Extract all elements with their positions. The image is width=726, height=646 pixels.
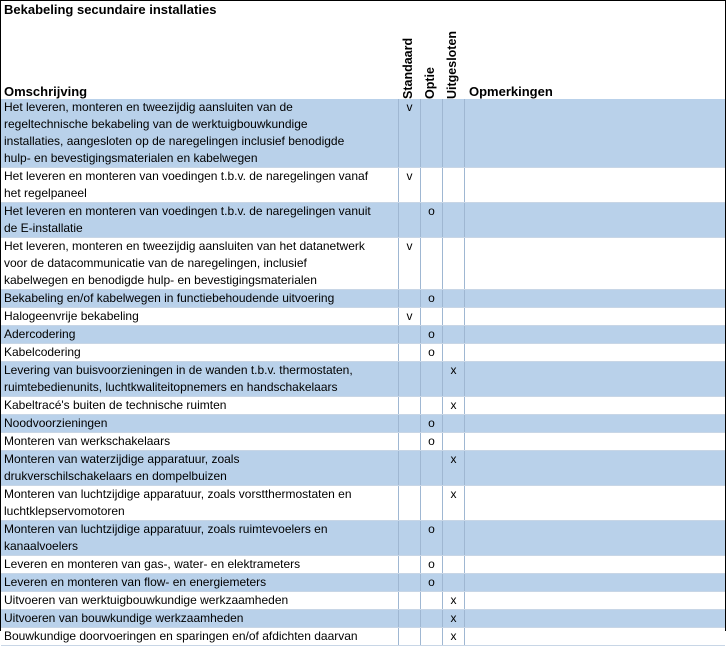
cell-uitgesloten[interactable] bbox=[442, 168, 464, 202]
cell-optie[interactable]: o bbox=[420, 556, 442, 573]
table-row bbox=[1, 556, 725, 574]
cell-standaard[interactable] bbox=[398, 592, 420, 609]
cell-opmerkingen[interactable] bbox=[464, 326, 725, 343]
table-body bbox=[1, 99, 725, 646]
cell-uitgesloten[interactable]: x bbox=[442, 397, 464, 414]
table-row bbox=[1, 290, 725, 308]
omschrijving-line: Het leveren, monteren en tweezijdig aansluiten van het datanetwerk bbox=[4, 239, 365, 253]
omschrijving-line: kanaalvoelers bbox=[4, 539, 79, 553]
cell-opmerkingen[interactable] bbox=[464, 433, 725, 450]
cell-omschrijving[interactable] bbox=[1, 521, 398, 555]
cell-optie[interactable]: o bbox=[420, 521, 442, 555]
cell-uitgesloten[interactable] bbox=[442, 415, 464, 432]
cell-omschrijving[interactable] bbox=[1, 290, 398, 307]
cell-opmerkingen[interactable] bbox=[464, 238, 725, 289]
table-row bbox=[1, 326, 725, 344]
cell-opmerkingen[interactable] bbox=[464, 451, 725, 485]
cell-omschrijving[interactable] bbox=[1, 362, 398, 396]
table-row bbox=[1, 521, 725, 556]
header-omschrijving: Omschrijving bbox=[4, 84, 88, 99]
cell-standaard[interactable] bbox=[398, 574, 420, 591]
cell-standaard[interactable]: v bbox=[398, 308, 420, 325]
cell-optie[interactable] bbox=[420, 451, 442, 485]
omschrijving-line: Leveren en monteren van flow- en energiemeters bbox=[4, 575, 267, 589]
table-row bbox=[1, 397, 725, 415]
cell-optie[interactable] bbox=[420, 308, 442, 325]
cell-uitgesloten[interactable]: x bbox=[442, 451, 464, 485]
cell-optie[interactable]: o bbox=[420, 290, 442, 307]
cell-omschrijving[interactable] bbox=[1, 556, 398, 573]
cell-standaard[interactable] bbox=[398, 415, 420, 432]
table-row bbox=[1, 238, 725, 290]
omschrijving-line: Adercodering bbox=[4, 327, 76, 341]
omschrijving-line: het regelpaneel bbox=[4, 186, 87, 200]
omschrijving-line: Noodvoorzieningen bbox=[4, 416, 108, 430]
cell-omschrijving[interactable] bbox=[1, 238, 398, 289]
table-row bbox=[1, 433, 725, 451]
cell-opmerkingen[interactable] bbox=[464, 203, 725, 237]
cell-standaard[interactable]: v bbox=[398, 238, 420, 289]
cell-omschrijving[interactable] bbox=[1, 99, 398, 167]
omschrijving-line: de E-installatie bbox=[4, 221, 83, 235]
cell-uitgesloten[interactable] bbox=[442, 433, 464, 450]
table-row bbox=[1, 574, 725, 592]
cell-omschrijving[interactable] bbox=[1, 326, 398, 343]
cell-opmerkingen[interactable] bbox=[464, 362, 725, 396]
cell-omschrijving[interactable] bbox=[1, 486, 398, 520]
cell-optie[interactable]: o bbox=[420, 203, 442, 237]
cell-omschrijving[interactable] bbox=[1, 433, 398, 450]
cell-optie[interactable]: o bbox=[420, 344, 442, 361]
cell-opmerkingen[interactable] bbox=[464, 521, 725, 555]
header-standaard bbox=[398, 19, 420, 99]
table-row bbox=[1, 592, 725, 610]
omschrijving-line: Uitvoeren van bouwkundige werkzaamheden bbox=[4, 611, 244, 625]
omschrijving-line: kabelwegen en benodigde hulp- en bevestigingsmaterialen bbox=[4, 273, 317, 287]
cell-optie[interactable] bbox=[420, 362, 442, 396]
omschrijving-line: Het leveren en monteren van voedingen t.b.v. de naregelingen vanaf bbox=[4, 169, 369, 183]
omschrijving-line: voor de datacommunicatie van de naregelingen, inclusief bbox=[4, 256, 307, 270]
omschrijving-line: Monteren van luchtzijdige apparatuur, zoals vorstthermostaten en bbox=[4, 487, 352, 501]
cell-omschrijving[interactable] bbox=[1, 344, 398, 361]
cell-optie[interactable] bbox=[420, 610, 442, 627]
cell-standaard[interactable] bbox=[398, 556, 420, 573]
table-row bbox=[1, 203, 725, 238]
cell-opmerkingen[interactable] bbox=[464, 415, 725, 432]
cell-omschrijving[interactable] bbox=[1, 451, 398, 485]
table-row bbox=[1, 362, 725, 397]
omschrijving-line: Halogeenvrije bekabeling bbox=[4, 309, 139, 323]
cell-uitgesloten[interactable] bbox=[442, 556, 464, 573]
table-row bbox=[1, 99, 725, 168]
table-row bbox=[1, 610, 725, 628]
omschrijving-line: luchtklepservomotoren bbox=[4, 504, 125, 518]
cell-optie[interactable]: o bbox=[420, 326, 442, 343]
cell-uitgesloten[interactable] bbox=[442, 238, 464, 289]
cell-uitgesloten[interactable] bbox=[442, 574, 464, 591]
omschrijving-line: Monteren van werkschakelaars bbox=[4, 434, 171, 448]
cell-standaard[interactable]: v bbox=[398, 168, 420, 202]
cell-omschrijving[interactable] bbox=[1, 308, 398, 325]
cell-optie[interactable] bbox=[420, 592, 442, 609]
header-opmerkingen: Opmerkingen bbox=[469, 84, 553, 99]
cell-uitgesloten[interactable]: x bbox=[442, 610, 464, 627]
omschrijving-line: Monteren van luchtzijdige apparatuur, zoals ruimtevoelers en bbox=[4, 522, 328, 536]
cell-opmerkingen[interactable] bbox=[464, 486, 725, 520]
cell-optie[interactable]: o bbox=[420, 574, 442, 591]
cell-standaard[interactable] bbox=[398, 486, 420, 520]
cell-standaard[interactable] bbox=[398, 397, 420, 414]
cell-uitgesloten[interactable] bbox=[442, 308, 464, 325]
cell-opmerkingen[interactable] bbox=[464, 344, 725, 361]
cell-omschrijving[interactable] bbox=[1, 610, 398, 627]
cell-uitgesloten[interactable] bbox=[442, 99, 464, 167]
cell-uitgesloten[interactable]: x bbox=[442, 362, 464, 396]
omschrijving-line: Levering van buisvoorzieningen in de wanden t.b.v. thermostaten, bbox=[4, 363, 353, 377]
cell-optie[interactable] bbox=[420, 99, 442, 167]
cell-opmerkingen[interactable] bbox=[464, 308, 725, 325]
cell-opmerkingen[interactable] bbox=[464, 574, 725, 591]
cell-omschrijving[interactable] bbox=[1, 415, 398, 432]
omschrijving-line: Het leveren, monteren en tweezijdig aansluiten van de bbox=[4, 100, 293, 114]
cell-uitgesloten[interactable] bbox=[442, 326, 464, 343]
cell-opmerkingen[interactable] bbox=[464, 99, 725, 167]
omschrijving-line: ruimtebedienunits, luchtkwaliteitopnemers en handschakelaars bbox=[4, 380, 338, 394]
cell-standaard[interactable] bbox=[398, 290, 420, 307]
omschrijving-line: Uitvoeren van werktuigbouwkundige werkzaamheden bbox=[4, 593, 289, 607]
header-uitgesloten bbox=[442, 19, 464, 99]
cell-opmerkingen[interactable] bbox=[464, 592, 725, 609]
cell-opmerkingen[interactable] bbox=[464, 610, 725, 627]
omschrijving-line: Kabelcodering bbox=[4, 345, 81, 359]
cell-uitgesloten[interactable] bbox=[442, 521, 464, 555]
table-row bbox=[1, 308, 725, 326]
cell-standaard[interactable]: v bbox=[398, 99, 420, 167]
omschrijving-line: drukverschilschakelaars en dompelbuizen bbox=[4, 469, 227, 483]
table-row bbox=[1, 344, 725, 362]
cell-standaard[interactable] bbox=[398, 433, 420, 450]
cell-optie[interactable]: o bbox=[420, 433, 442, 450]
omschrijving-line: hulp- en bevestigingsmaterialen en kabelwegen bbox=[4, 151, 258, 165]
cell-uitgesloten[interactable] bbox=[442, 344, 464, 361]
cell-standaard[interactable] bbox=[398, 326, 420, 343]
cell-opmerkingen[interactable] bbox=[464, 397, 725, 414]
cell-omschrijving[interactable] bbox=[1, 397, 398, 414]
cell-optie[interactable] bbox=[420, 168, 442, 202]
cell-optie[interactable]: o bbox=[420, 415, 442, 432]
cell-uitgesloten[interactable] bbox=[442, 203, 464, 237]
omschrijving-line: Leveren en monteren van gas-, water- en elektrameters bbox=[4, 557, 301, 571]
cell-standaard[interactable] bbox=[398, 344, 420, 361]
cell-standaard[interactable] bbox=[398, 521, 420, 555]
omschrijving-line: Kabeltracé's buiten de technische ruimten bbox=[4, 398, 227, 412]
cell-uitgesloten[interactable]: x bbox=[442, 628, 464, 645]
omschrijving-line: installaties, aangesloten op de naregelingen inclusief benodigde bbox=[4, 134, 345, 148]
cell-omschrijving[interactable] bbox=[1, 592, 398, 609]
cell-optie[interactable] bbox=[420, 238, 442, 289]
header-optie-label: Optie bbox=[423, 67, 437, 99]
cell-uitgesloten[interactable] bbox=[442, 290, 464, 307]
cell-opmerkingen[interactable] bbox=[464, 168, 725, 202]
omschrijving-line: Monteren van waterzijdige apparatuur, zoals bbox=[4, 452, 240, 466]
table-row bbox=[1, 168, 725, 203]
omschrijving-line: Bekabeling en/of kabelwegen in functiebehoudende uitvoering bbox=[4, 291, 335, 305]
cell-standaard[interactable] bbox=[398, 362, 420, 396]
cell-omschrijving[interactable] bbox=[1, 168, 398, 202]
cell-opmerkingen[interactable] bbox=[464, 290, 725, 307]
table-row bbox=[1, 415, 725, 433]
cell-optie[interactable] bbox=[420, 486, 442, 520]
header-uitgesloten-label: Uitgesloten bbox=[445, 30, 459, 99]
cell-standaard[interactable] bbox=[398, 610, 420, 627]
table-row bbox=[1, 486, 725, 521]
header-standaard-label: Standaard bbox=[401, 37, 415, 99]
cell-omschrijving[interactable] bbox=[1, 203, 398, 237]
header-optie bbox=[420, 19, 442, 99]
cell-uitgesloten[interactable]: x bbox=[442, 592, 464, 609]
omschrijving-line: Bouwkundige doorvoeringen en sparingen en/of afdichten daarvan bbox=[4, 629, 358, 643]
cell-standaard[interactable] bbox=[398, 203, 420, 237]
cell-standaard[interactable] bbox=[398, 451, 420, 485]
omschrijving-line: regeltechnische bekabeling van de werktuigbouwkundige bbox=[4, 117, 308, 131]
cell-omschrijving[interactable] bbox=[1, 574, 398, 591]
cell-opmerkingen[interactable] bbox=[464, 556, 725, 573]
cell-optie[interactable] bbox=[420, 397, 442, 414]
cell-uitgesloten[interactable]: x bbox=[442, 486, 464, 520]
sheet-title: Bekabeling secundaire installaties bbox=[4, 2, 217, 17]
table-row bbox=[1, 451, 725, 486]
omschrijving-line: Het leveren en monteren van voedingen t.b.v. de naregelingen vanuit bbox=[4, 204, 371, 218]
